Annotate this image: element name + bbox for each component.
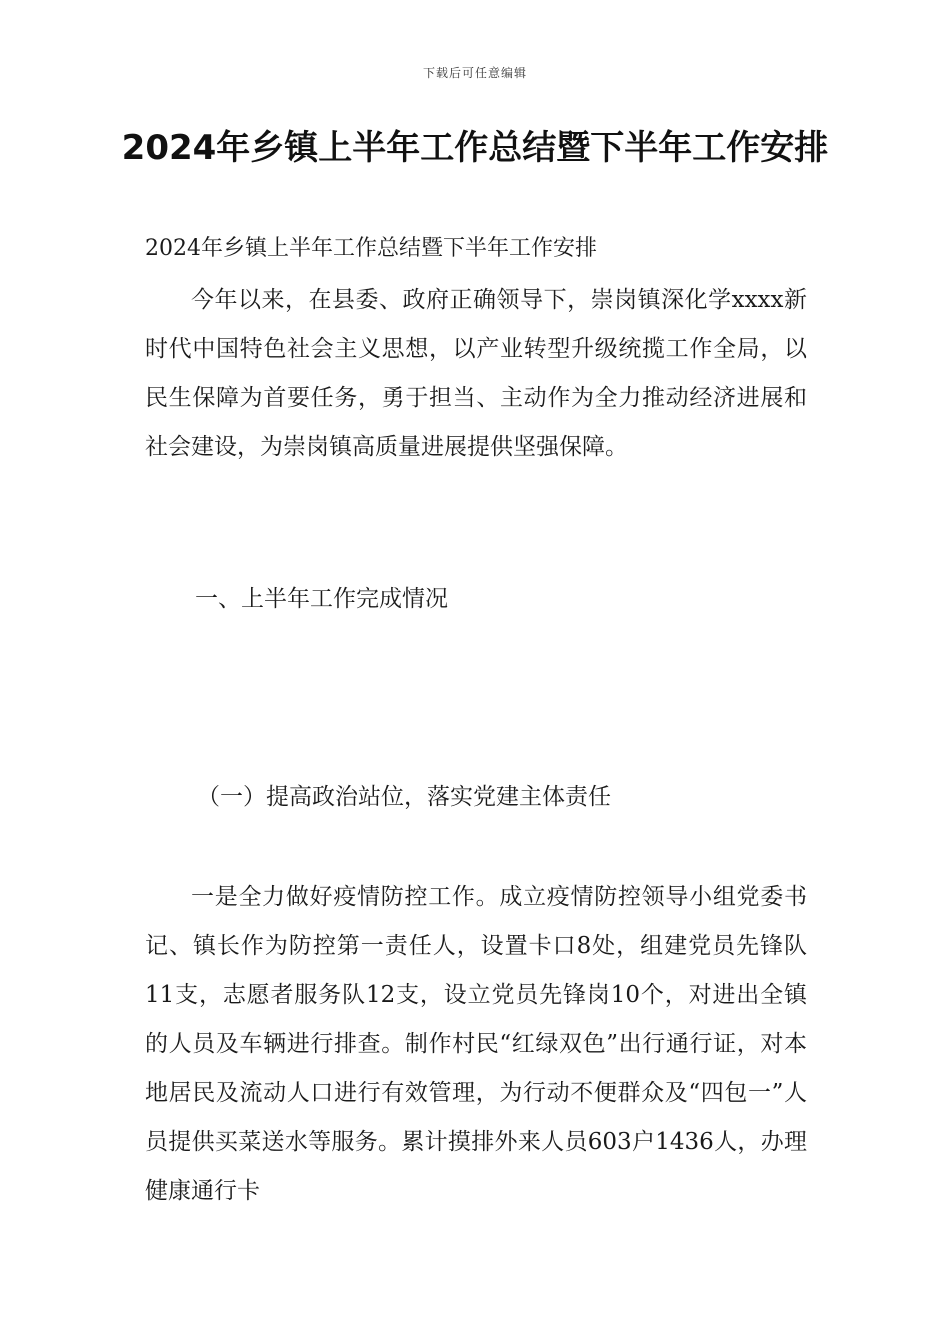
subsection-heading: （一）提高政治站位，落实党建主体责任 [197, 784, 611, 810]
intro-paragraph: 今年以来，在县委、政府正确领导下，崇岗镇深化学xxxx新时代中国特色社会主义思想，以产业转型升级统揽工作全局，以民生保障为首要任务，勇于担当、主动作为全力推动经济进展和社会建设，为崇岗镇高质量进展提供坚强保障。 [145, 287, 807, 460]
body-paragraph: 一是全力做好疫情防控工作。成立疫情防控领导小组党委书记、镇长作为防控第一责任人，设置卡口8处，组建党员先锋队11支，志愿者服务队12支，设立党员先锋岗10个，对进出全镇的人员及车辆进行排查。制作村民“红绿双色”出行通行证，对本地居民及流动人口进行有效管理，为行动不便群众及“四包一”人员提供买菜送水等服务。累计摸排外来人员603户1436人，办理健康通行卡 [145, 884, 807, 1204]
section-heading: 一、上半年工作完成情况 [195, 586, 448, 612]
header-note: 下载后可任意编辑 [422, 66, 527, 80]
document-title: 2024年乡镇上半年工作总结暨下半年工作安排 [121, 128, 829, 168]
document-subtitle: 2024年乡镇上半年工作总结暨下半年工作安排 [145, 236, 597, 261]
